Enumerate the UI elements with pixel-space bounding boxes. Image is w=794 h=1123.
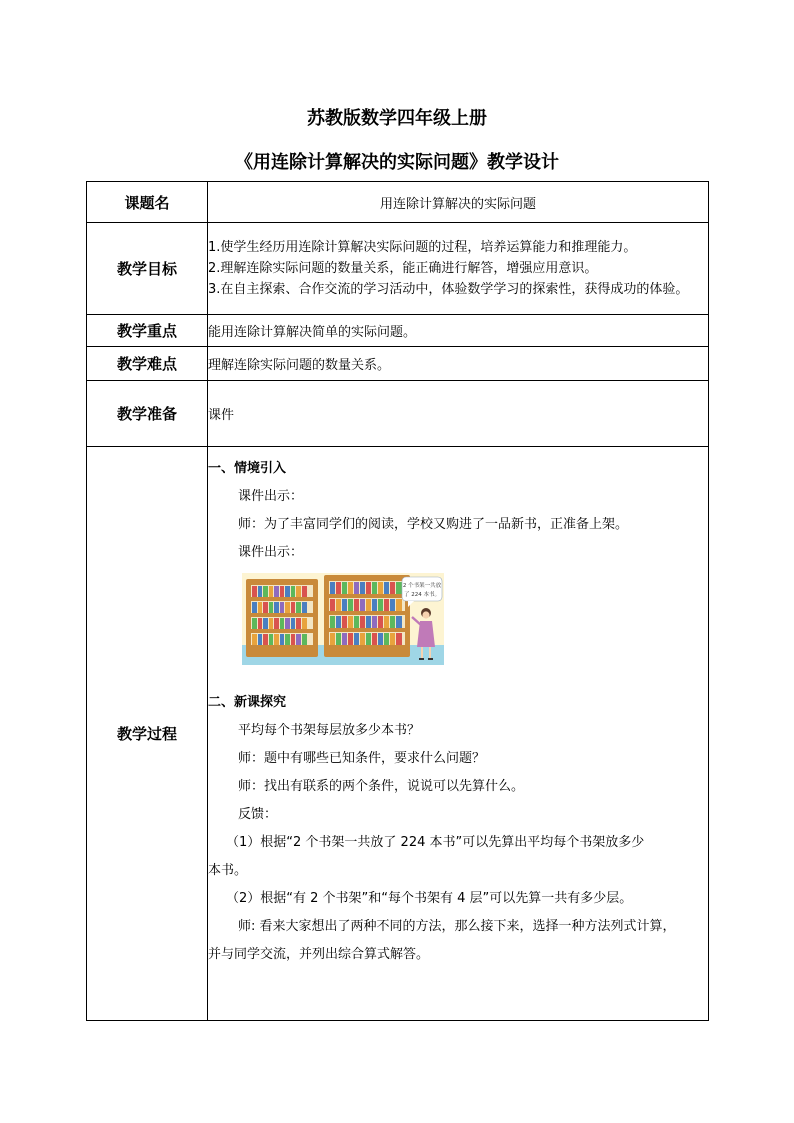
value-preparation: 课件 [208,381,709,447]
goal-item: 1.使学生经历用连除计算解决实际问题的过程，培养运算能力和推理能力。 [208,240,637,255]
value-difficulty: 理解连除实际问题的数量关系。 [208,347,709,381]
document-subtitle: 《用连除计算解决的实际问题》教学设计 [235,152,559,173]
process-line: 师：为了丰富同学们的阅读，学校又购进了一品新书，正准备上架。 [238,517,629,532]
spacer [208,673,708,689]
label-preparation: 教学准备 [87,381,208,447]
label-key-point: 教学重点 [87,315,208,347]
process-line: 师：题中有哪些已知条件，要求什么问题？ [238,751,486,766]
document-title: 苏教版数学四年级上册 [307,108,487,129]
row-process [87,447,709,1021]
process-line: 平均每个书架每层放多少本书？ [238,723,421,738]
label-goals: 教学目标 [87,223,208,315]
value-goals [208,223,709,315]
process-line: （2）根据“有 2 个书架”和“每个书架有 4 层”可以先算一共有多少层。 [226,891,633,906]
process-line: 课件出示： [238,545,304,560]
row-topic [87,182,709,223]
value-topic: 用连除计算解决的实际问题 [208,182,709,223]
value-process [208,447,709,1021]
row-difficulty [87,347,709,381]
process-line: （1）根据“2 个书架一共放了 224 本书”可以先算出平均每个书架放多少 [226,835,645,850]
value-key-point: 能用连除计算解决简单的实际问题。 [208,315,709,347]
lesson-plan-table [86,181,709,1021]
section-heading-explore: 二、新课探究 [208,695,287,710]
process-line: 师: 看来大家想出了两种不同的方法，那么接下来，选择一种方法列式计算， [238,919,676,934]
process-line: 本书。 [208,863,248,878]
process-line: 师：找出有联系的两个条件，说说可以先算什么。 [238,779,525,794]
label-topic: 课题名 [87,182,208,223]
row-goals [87,223,709,315]
goal-item: 3.在自主探索、合作交流的学习活动中，体验数学学习的探索性，获得成功的体验。 [208,282,689,297]
process-line: 并与同学交流，并列出综合算式解答。 [208,947,430,962]
label-process: 教学过程 [87,447,208,1021]
svg-text:了 224 本书。: 了 224 本书。 [404,592,440,598]
process-line: 课件出示： [238,489,304,504]
goal-item: 2.理解连除实际问题的数量关系，能正确进行解答，增强应用意识。 [208,261,598,276]
bookshelf-illustration [242,573,444,665]
row-key-point [87,315,709,347]
process-line: 反馈： [238,807,278,822]
label-difficulty: 教学难点 [87,347,208,381]
section-heading-intro: 一、情境引入 [208,461,287,476]
svg-text:2 个书架一共放: 2 个书架一共放 [402,583,442,589]
row-preparation [87,381,709,447]
